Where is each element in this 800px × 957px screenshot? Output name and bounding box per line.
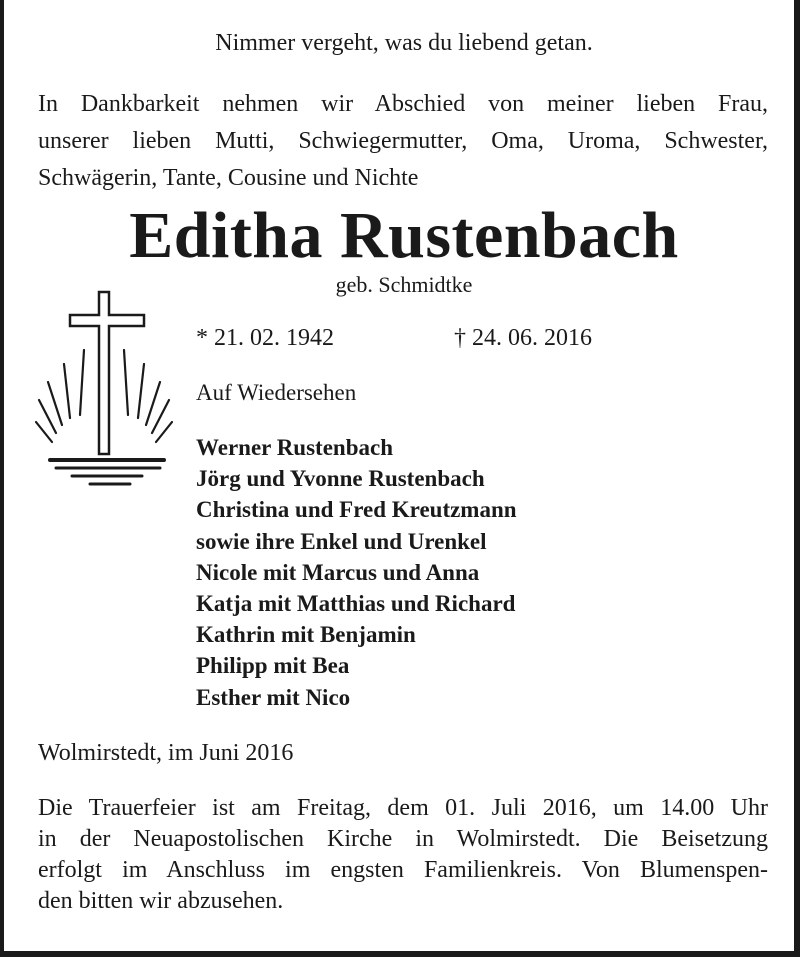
water-lines <box>50 460 164 484</box>
intro-line: In Dankbarkeit nehmen wir Abschied von meiner lieben Frau, <box>38 91 768 117</box>
notice-line: erfolgt im Anschluss im engsten Familienkreis. Von Blumenspen- <box>38 857 768 883</box>
funeral-notice <box>38 793 768 917</box>
intro-line: unserer lieben Mutti, Schwiegermutter, Oma, Uroma, Schwester, <box>38 128 768 154</box>
family-member: sowie ihre Enkel und Urenkel <box>196 528 487 554</box>
family-member: Esther mit Nico <box>196 684 351 710</box>
family-list <box>196 432 517 713</box>
family-member: Werner Rustenbach <box>196 435 393 460</box>
death-date: † 24. 06. 2016 <box>454 325 592 351</box>
family-member: Nicole mit Marcus und Anna <box>196 559 480 585</box>
notice-line: Die Trauerfeier ist am Freitag, dem 01. Juli 2016, um 14.00 Uhr <box>38 795 768 821</box>
family-member: Kathrin mit Benjamin <box>196 622 416 648</box>
family-member: Jörg und Yvonne Rustenbach <box>196 466 485 492</box>
family-member: Katja mit Matthias und Richard <box>196 591 516 617</box>
family-member: Philipp mit Bea <box>196 653 350 679</box>
farewell-text: Auf Wiedersehen <box>196 380 357 405</box>
intro-text <box>38 86 768 197</box>
birth-date: * 21. 02. 1942 <box>196 325 334 351</box>
intro-line: Schwägerin, Tante, Cousine und Nichte <box>38 165 419 191</box>
family-member: Christina und Fred Kreutzmann <box>196 497 517 523</box>
place-date: Wolmirstedt, im Juni 2016 <box>38 740 294 766</box>
notice-line: den bitten wir abzusehen. <box>38 888 284 914</box>
cross-shape <box>70 292 144 454</box>
born-name: geb. Schmidtke <box>335 272 473 297</box>
deceased-name: Editha Rustenbach <box>129 199 679 272</box>
cross-with-sunrise-icon <box>32 290 182 490</box>
notice-line: in der Neuapostolischen Kirche in Wolmirstedt. Die Beisetzung <box>38 826 768 852</box>
motto: Nimmer vergeht, was du liebend getan. <box>215 30 593 56</box>
